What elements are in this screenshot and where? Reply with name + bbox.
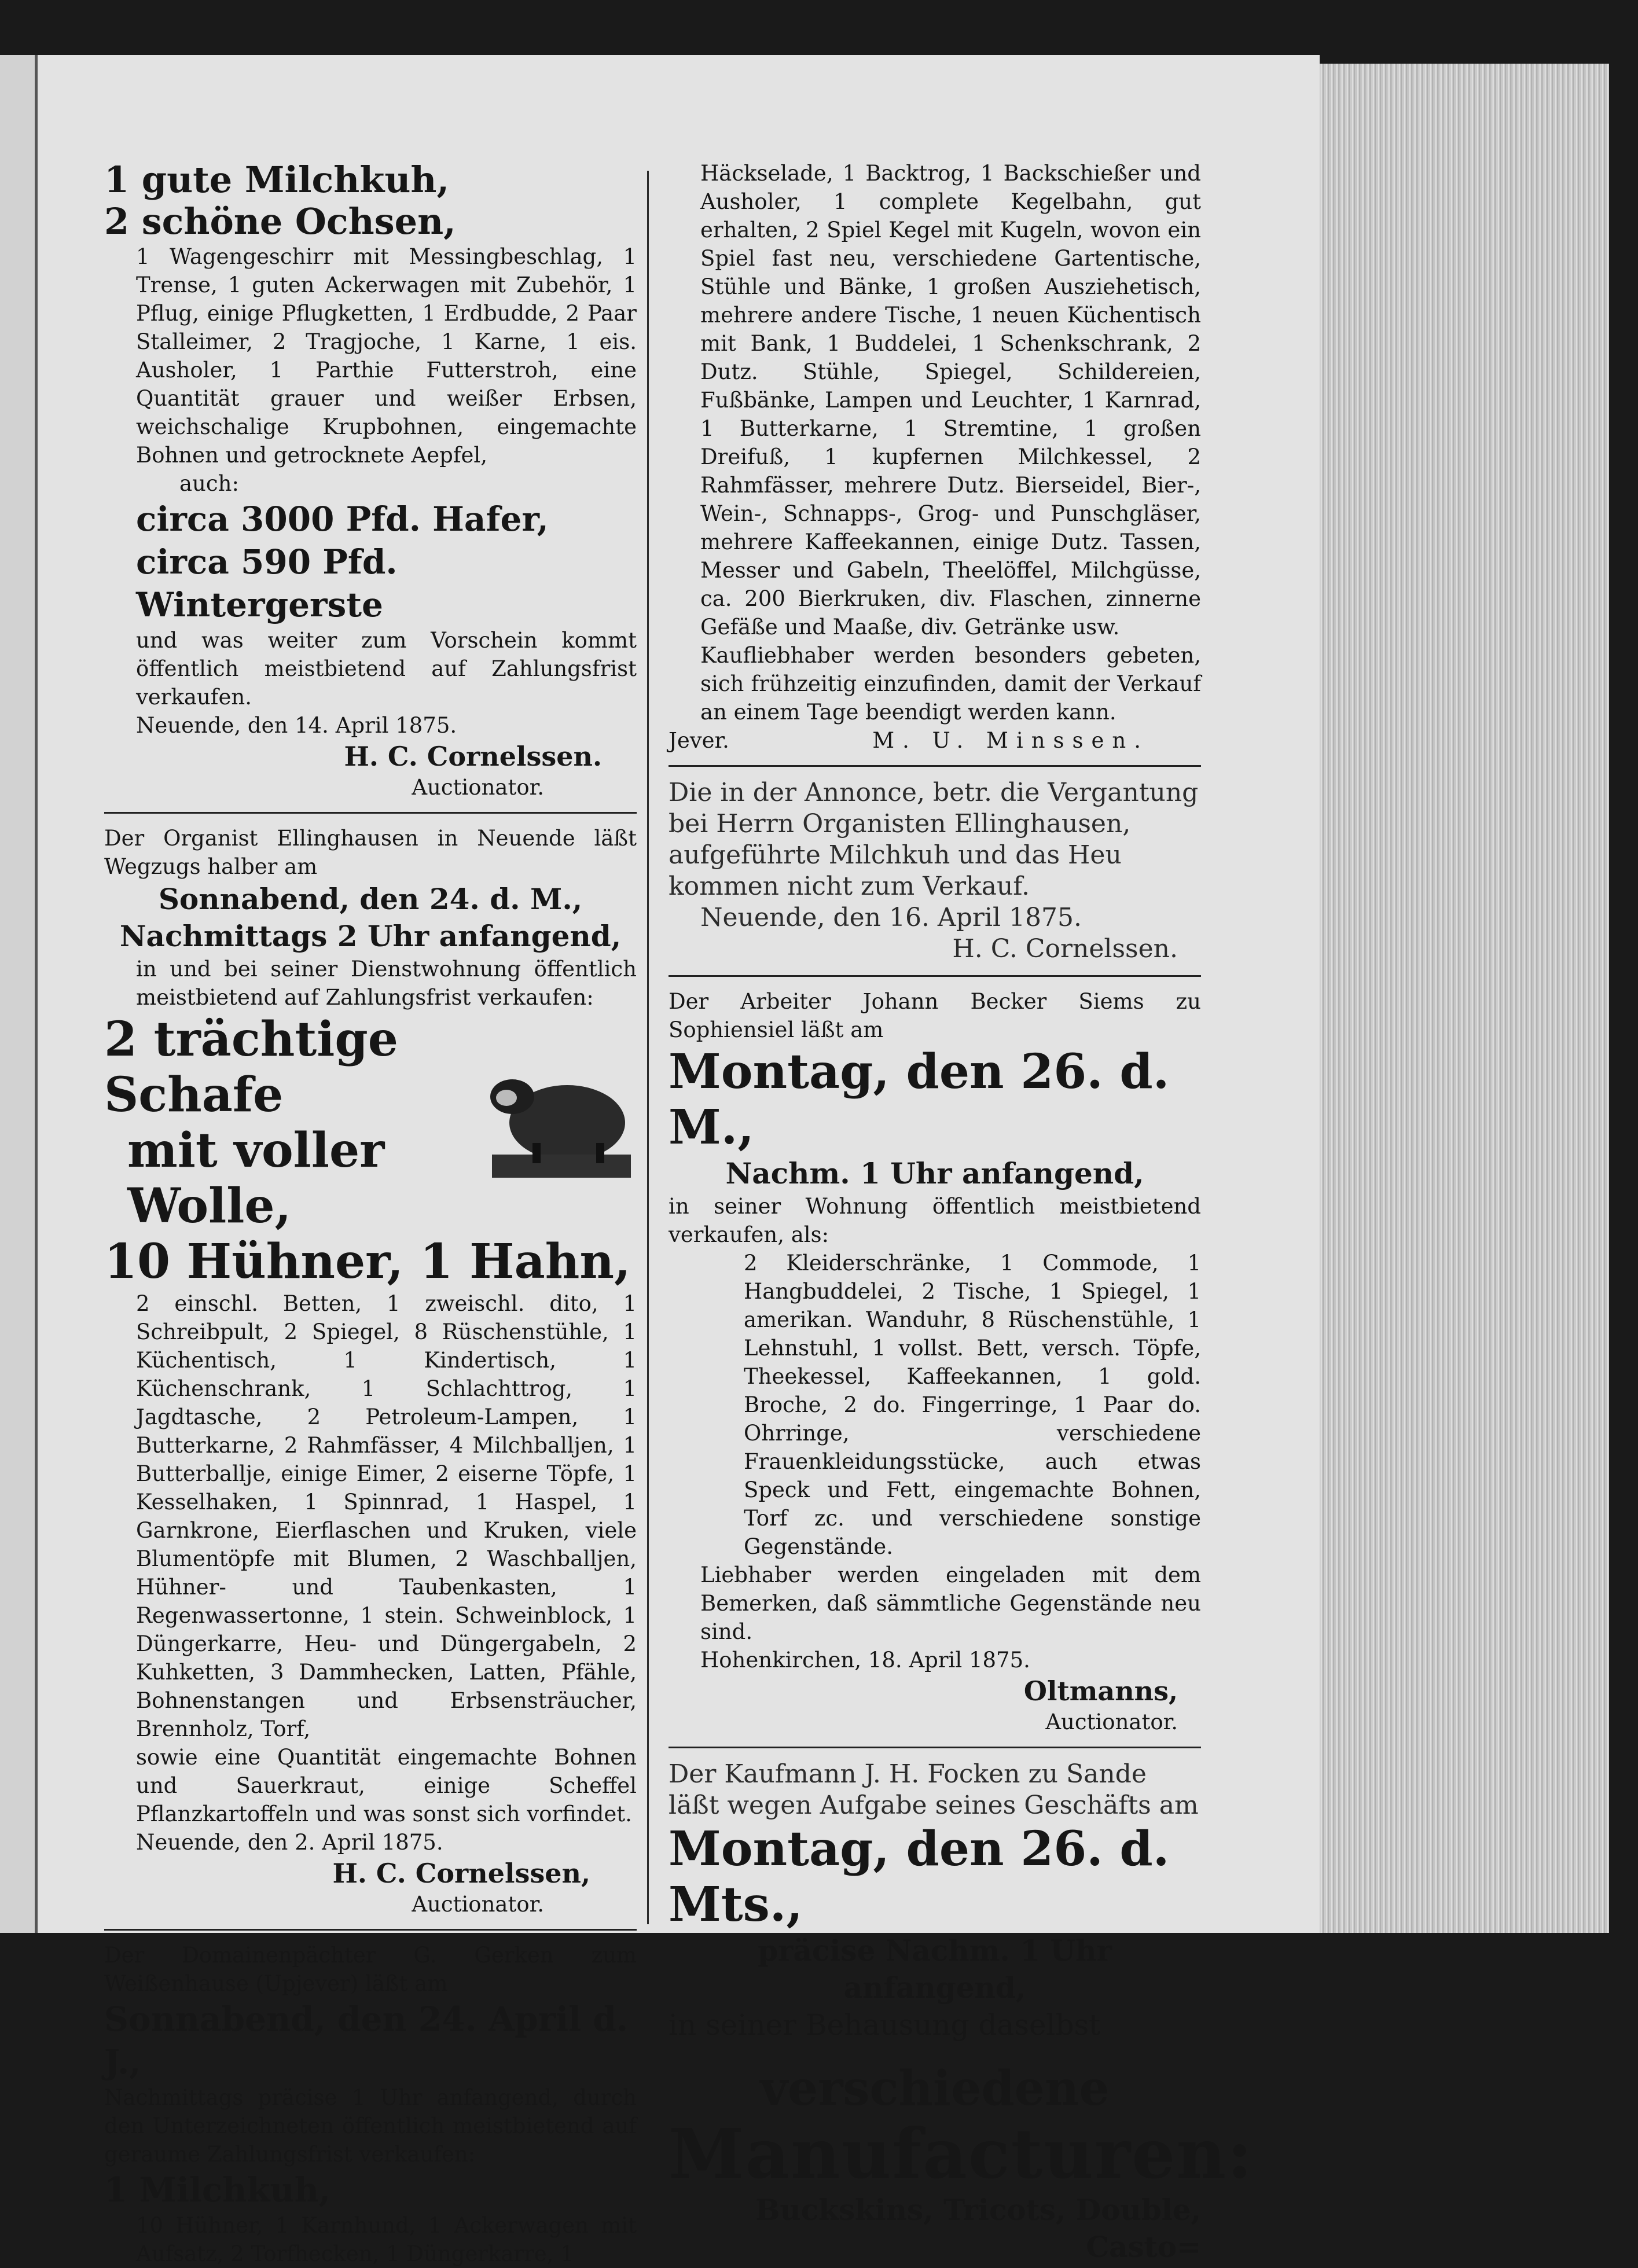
ad-signature: H. C. Cornelssen, <box>332 1858 590 1889</box>
ad-date: Hohenkirchen, 18. April 1875. <box>700 1648 1030 1672</box>
sheep-woodcut-icon <box>480 1056 637 1189</box>
ad-separator <box>104 812 637 814</box>
ad-focken <box>669 1759 1254 2266</box>
ad-auch: auch: <box>179 471 239 496</box>
ad-milchkuh-ochsen <box>104 159 637 802</box>
left-column <box>104 159 637 2268</box>
ad-date-heading: Sonnabend, den 24. April d. J., <box>104 1999 629 2082</box>
ad-date-heading: Montag, den 26. d. Mts., <box>669 1821 1170 1932</box>
ad-body: in seiner Behausung daselbst <box>669 2008 1101 2042</box>
ad-place: Jever. <box>669 728 729 753</box>
ad-siems <box>669 987 1201 1736</box>
ad-intro: Der Organist Ellinghausen in Neuende läßt Wegzugs halber am <box>104 826 637 879</box>
ad-intro: Der Kaufmann J. H. Focken zu Sande läßt wegen Aufgabe seines Geschäfts am <box>669 1759 1199 1820</box>
ad-minssen <box>669 159 1201 755</box>
ad-time-heading: Nachm. 1 Uhr anfangend, <box>725 1156 1144 1190</box>
ad-highlight: verschiedene <box>760 2061 1110 2116</box>
ad-highlight: circa 590 Pfd. Wintergerste <box>136 542 398 624</box>
ad-note: Kaufliebhaber werden besonders gebeten, sich frühzeitig einzufinden, damit der Verkauf an einem Tage beendigt werden kann. <box>700 643 1201 725</box>
ad-body: 2 Kleiderschränke, 1 Commode, 1 Hangbuddelei, 2 Tische, 1 Spiegel, 1 amerikan. Wanduhr, 8 Rüschenstühle, 1 Lehnstuhl, 1 vollst. Bett, versch. Töpfe, Theekessel, Kaffeekannen, 1 gold. Broche, 2 do. Fingerringe, 1 Paar do. Ohrringe, verschiedene Frauenkleidungsstücke, auch etwas Speck und Fett, eingemachte Bohnen, Torf zc. und verschiedene sonstige Gegenstände. <box>744 1251 1201 1559</box>
right-column <box>669 159 1254 2266</box>
ad-title-line: 2 schöne Ochsen, <box>104 200 456 242</box>
ad-ellinghausen <box>104 824 637 1918</box>
ad-date-heading: Montag, den 26. d. M., <box>669 1044 1170 1155</box>
ad-separator <box>104 1929 637 1931</box>
ad-body: Buckskins, Tricots, Double, Casto= <box>755 2193 1201 2264</box>
ad-intro: Der Domainenpächter G. Gerken zum Weißenhause (Upjever) läßt am <box>104 1943 637 1996</box>
ad-highlight: 10 Hühner, 1 Hahn, <box>104 1234 631 1289</box>
ad-highlight: 2 trächtige Schafe <box>104 1012 398 1123</box>
ad-date-heading: Sonnabend, den 24. d. M., <box>158 882 583 916</box>
ad-separator <box>669 975 1201 977</box>
ad-body: sowie eine Quantität eingemachte Bohnen und Sauerkraut, einige Scheffel Pflanzkartoffeln und was sonst sich vorfindet. <box>136 1745 637 1826</box>
ad-body: in und bei seiner Dienstwohnung öffentlich meistbietend auf Zahlungsfrist verkaufen: <box>136 957 637 1010</box>
ad-date: Neuende, den 2. April 1875. <box>136 1830 443 1855</box>
ad-time-heading: präcise Nachm. 1 Uhr anfangend, <box>758 1934 1112 2005</box>
ad-signature: H. C. Cornelssen. <box>344 741 602 772</box>
left-page-edge <box>0 55 38 1933</box>
ad-time-heading: Nachmittags 2 Uhr anfangend, <box>119 919 622 953</box>
ad-signature: M. U. Minssen. <box>872 728 1149 753</box>
ad-highlight: 1 Milchkuh, <box>104 2170 331 2210</box>
ad-signature: H. C. Cornelssen. <box>952 934 1178 964</box>
ad-correction <box>669 777 1201 965</box>
book-page-stack <box>1320 64 1609 1933</box>
ad-role: Auctionator. <box>412 775 544 800</box>
newspaper-page <box>38 55 1320 2266</box>
ad-gerken <box>104 1941 637 2268</box>
ad-intro: Der Arbeiter Johann Becker Siems zu Sophiensiel läßt am <box>669 989 1201 1042</box>
ad-body: 1 Wagengeschirr mit Messingbeschlag, 1 Trense, 1 guten Ackerwagen mit Zubehör, 1 Pflug, einige Pflugketten, 1 Erdbudde, 2 Paar Stalleimer, 2 Tragjoche, 1 Karne, 1 eis. Ausholer, 1 Parthie Futterstroh, eine Quantität grauer und weißer Erbsen, weichschalige Krupbohnen, eingemachte Bohnen und getrocknete Aepfel, <box>136 244 637 468</box>
ad-body: Die in der Annonce, betr. die Vergantung bei Herrn Organisten Ellinghausen, aufgeführte Milchkuh und das Heu kommen nicht zum Verkauf. <box>669 778 1199 901</box>
ad-highlight: circa 3000 Pfd. Hafer, <box>136 499 549 539</box>
ad-date: Neuende, den 16. April 1875. <box>700 903 1082 932</box>
ad-body: 10 Hühner, 1 Karnhund, 1 Ackerwagen mit Aufsatz, 2 Torfhecken, 1 Düngerkarre, 1 <box>136 2213 637 2266</box>
ad-separator <box>669 1747 1201 1748</box>
ad-note: Liebhaber werden eingeladen mit dem Bemerken, daß sämmtliche Gegenstände neu sind. <box>700 1563 1201 1644</box>
ad-signature: Oltmanns, <box>1023 1675 1178 1707</box>
ad-body: in seiner Wohnung öffentlich meistbietend verkaufen, als: <box>669 1194 1201 1247</box>
ad-body: Häckselade, 1 Backtrog, 1 Backschießer und Ausholer, 1 complete Kegelbahn, gut erhalten, 2 Spiel Kegel mit Kugeln, wovon ein Spiel fast neu, verschiedene Gartentische, Stühle und Bänke, 1 großen Ausziehetisch, mehrere andere Tische, 1 neuen Küchentisch mit Bank, 1 Buddelei, 1 Schenkschrank, 2 Dutz. Stühle, Spiegel, Schildereien, Fußbänke, Lampen und Leuchter, 1 Karnrad, 1 Butterkarne, 1 Stremtine, 1 großen Dreifuß, 1 kupfernen Milchkessel, 2 Rahmfässer, mehrere Dutz. Bierseidel, Bier-, Wein-, Schnapps-, Grog- und Punschgläser, mehrere Kaffeekannen, einige Dutz. Tassen, Messer und Gabeln, Theelöffel, Milchgüsse, ca. 200 Bierkruken, div. Flaschen, zinnerne Gefäße und Maaße, div. Getränke usw. <box>700 161 1201 639</box>
sheep-row <box>104 1012 637 1234</box>
ad-title-line: 1 gute Milchkuh, <box>104 159 450 201</box>
ad-body: 2 einschl. Betten, 1 zweischl. dito, 1 Schreibpult, 2 Spiegel, 8 Rüschenstühle, 1 Küchentisch, 1 Kindertisch, 1 Küchenschrank, 1 Schlachttrog, 1 Jagdtasche, 2 Petroleum-Lampen, 1 Butterkarne, 2 Rahmfässer, 4 Milchballjen, 1 Butterballje, einige Eimer, 2 eiserne Töpfe, 1 Kesselhaken, 1 Spinnrad, 1 Haspel, 1 Garnkrone, Eierflaschen und Kruken, viele Blumentöpfe mit Blumen, 2 Waschballjen, Hühner- und Taubenkasten, 1 Regenwassertonne, 1 stein. Schweinblock, 1 Düngerkarre, Heu- und Düngergabeln, 2 Kuhketten, 3 Dammhecken, Latten, Pfähle, Bohnenstangen und Erbsensträucher, Brennholz, Torf, <box>136 1291 637 1741</box>
ad-separator <box>669 765 1201 767</box>
ad-footer <box>669 726 1201 755</box>
ad-body: Nachmittags präcise 1 Uhr anfangend, durch den Unterzeichneten öffentlich meistbietend auf geraume Zahlungsfrist verkaufen: <box>104 2085 637 2167</box>
ad-date: Neuende, den 14. April 1875. <box>136 713 457 738</box>
ad-role: Auctionator. <box>412 1892 544 1917</box>
ad-highlight: Manufacturen: <box>669 2113 1254 2194</box>
ad-highlight: mit voller Wolle, <box>127 1123 385 1234</box>
column-divider <box>647 171 649 1924</box>
ad-body: und was weiter zum Vorschein kommt öffentlich meistbietend auf Zahlungsfrist verkaufen. <box>136 628 637 710</box>
ad-role: Auctionator. <box>1045 1710 1178 1734</box>
